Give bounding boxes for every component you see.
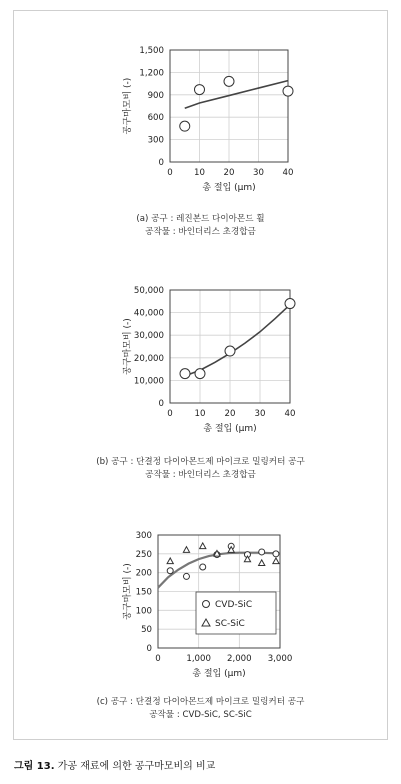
figure-caption [14,757,215,772]
panel-a-x-axis-label: 총 절입 (μm) [202,183,256,193]
panel-c-x-tick-label: 1,000 [186,654,211,664]
panel-c-plot [121,531,292,679]
panel-c-point-circle [183,573,189,579]
panel-a-y-tick-label: 300 [147,135,164,146]
panel-b-y-axis-label: 공구마모비 (-) [123,318,133,375]
panel-b-y-tick-label: 20,000 [133,353,164,364]
panel-a-y-tick-label: 1,500 [139,46,164,56]
panel-a-x-tick-label: 20 [223,168,235,178]
panel-c-point-triangle [273,558,279,564]
panel-c-x-tick-label: 0 [155,654,161,664]
figure-number: 그림 13. [14,761,55,772]
panel-b-x-axis-label: 총 절입 (μm) [203,424,257,434]
panel-b-x-tick-label: 40 [284,409,296,419]
panel-c-y-tick-label: 100 [135,606,152,617]
panel-b-caption-line1: (b) 공구 : 단결정 다이아몬드제 마이크로 밀링커터 공구 [96,457,305,467]
panel-a-point-circle [283,86,293,96]
panel-c-x-axis-label: 총 절입 (μm) [192,669,246,679]
panel-c-y-tick-label: 150 [135,587,152,598]
panel-b-caption [13,456,388,482]
panel-c-point-circle [200,564,206,570]
panel-c-x-tick-label: 3,000 [267,654,293,664]
panel-c-point-circle [273,551,279,557]
panel-a-plot [121,46,293,193]
figure-caption-text: 가공 재료에 의한 공구마모비의 비교 [57,761,216,772]
panel-b-caption-line2: 공작물 : 바인더리스 초경합금 [145,470,256,480]
panel-a-caption [13,213,388,239]
panel-a-y-tick-label: 0 [158,158,164,168]
panel-a-x-tick-label: 40 [282,168,294,178]
panel-b-y-tick-label: 0 [158,399,164,409]
panel-a-x-tick-label: 0 [167,168,173,178]
panel-c-trend-line [158,553,280,588]
panel-a-y-tick-label: 600 [147,113,164,124]
panel-c-point-triangle [200,543,206,549]
panel-b-point-circle [180,369,190,379]
panel-a-point-circle [195,85,205,95]
panel-c-legend-label: CVD-SiC [215,600,253,610]
panel-b-y-tick-label: 40,000 [133,308,164,319]
panel-c-point-triangle [259,560,265,566]
panel-c-caption [13,696,388,722]
panel-c-y-tick-label: 200 [135,568,152,579]
panel-b-point-circle [285,299,295,309]
panel-b-x-tick-label: 0 [167,409,173,419]
panel-c-caption-line2: 공작물 : CVD-SiC, SC-SiC [149,710,252,720]
panel-b-point-circle [225,346,235,356]
panel-a-y-axis-label: 공구마모비 (-) [123,77,133,135]
panel-c-point-circle [167,568,173,574]
panel-a-caption-line1: (a) 공구 : 레진본드 다이아몬드 휠 [136,214,265,224]
panel-a-y-tick-label: 1,200 [139,68,164,79]
panel-c-point-circle [259,549,265,555]
panel-c-y-tick-label: 250 [135,549,152,560]
panel-c-y-axis-label: 공구마모비 (-) [123,563,133,620]
panel-b-point-circle [195,369,205,379]
panel-b-y-tick-label: 10,000 [133,376,164,387]
panel-c-point-triangle [183,547,189,553]
panel-a-x-tick-label: 30 [253,168,264,178]
panel-a-point-circle [224,76,234,86]
panel-c-y-tick-label: 50 [141,625,152,636]
panel-b-y-tick-label: 50,000 [133,286,164,296]
panel-b-x-tick-label: 10 [194,409,206,419]
panel-c-legend-marker-circle [203,601,210,608]
panel-b-y-tick-label: 30,000 [133,331,164,342]
panel-b-plot [121,286,295,434]
panel-a-point-circle [180,121,190,131]
panel-a-caption-line2: 공작물 : 바인더리스 초경합금 [145,227,256,237]
panel-c-y-tick-label: 0 [146,644,152,654]
panel-c-x-tick-label: 2,000 [227,654,252,664]
panel-c-y-tick-label: 300 [135,531,152,541]
panel-a-y-tick-label: 900 [147,90,164,101]
panel-b-x-tick-label: 30 [254,409,266,419]
panel-c-legend-label: SC-SiC [215,619,245,629]
panel-b-trend-line [185,305,290,376]
panel-a-x-tick-label: 10 [194,168,205,178]
panel-c-point-triangle [167,558,173,564]
panel-b-x-tick-label: 20 [224,409,236,419]
panel-c-caption-line1: (c) 공구 : 단결정 다이아몬드제 마이크로 밀링커터 공구 [96,697,305,707]
